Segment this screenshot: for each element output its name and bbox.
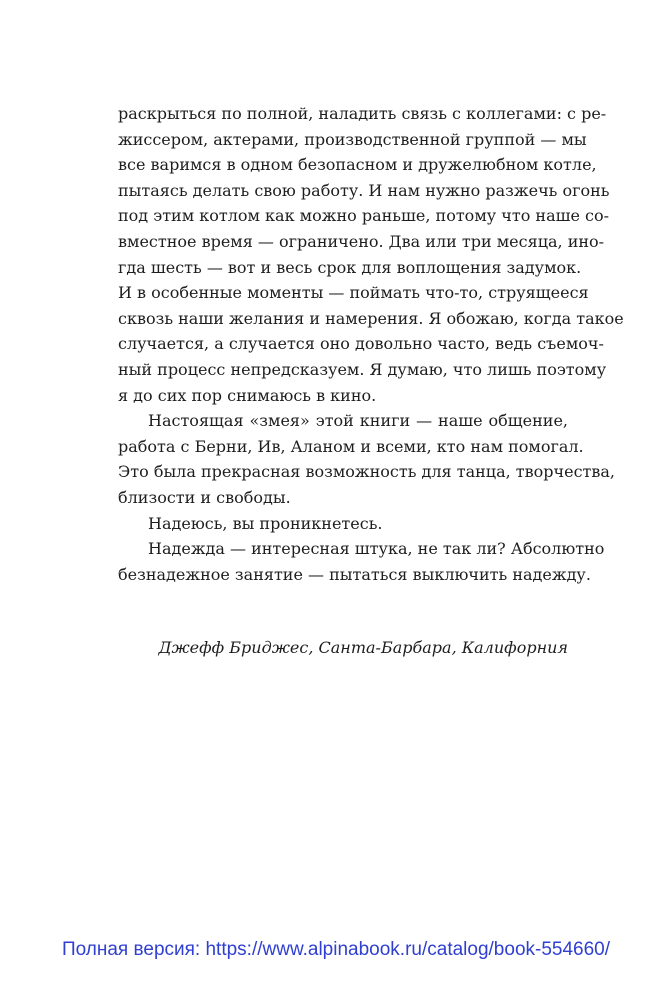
text-line: гда шесть — вот и весь срок для воплощения задумок. (118, 257, 582, 277)
text-line: ный процесс непредсказуем. Я думаю, что лишь поэтому (118, 359, 607, 379)
text-line: все варимся в одном безопасном и дружелюбном котле, (118, 155, 597, 175)
paragraph (118, 536, 605, 587)
text-line: И в особенные моменты — поймать что-то, струящееся (118, 283, 589, 303)
paragraph (118, 101, 624, 408)
page-body (118, 101, 624, 587)
text-line: Надеюсь, вы проникнетесь. (148, 513, 383, 533)
text-line: раскрыться по полной, наладить связь с коллегами: с ре- (118, 104, 607, 123)
text-line: работа с Берни, Ив, Аланом и всеми, кто нам помогал. (118, 436, 584, 456)
text-line: близости и свободы. (118, 487, 291, 507)
text-line: Настоящая «змея» этой книги — наше общение, (148, 411, 568, 431)
text-line: под этим котлом как можно раньше, потому что наше со- (118, 206, 610, 226)
author-signature: Джефф Бриджес, Санта-Барбара, Калифорния (158, 638, 568, 657)
text-line: я до сих пор снимаюсь в кино. (118, 385, 377, 405)
text-line: сквозь наши желания и намерения. Я обожаю, когда такое (118, 308, 624, 328)
paragraph (118, 511, 568, 537)
text-line: жиссером, актерами, производственной группой — мы (118, 129, 587, 149)
text-line: безнадежное занятие — пытаться выключить надежду. (118, 564, 591, 584)
text-line: случается, а случается оно довольно часто, ведь съемоч- (118, 334, 604, 354)
text-line: пытаясь делать свою работу. И нам нужно разжечь огонь (118, 180, 610, 200)
paragraph (118, 408, 616, 510)
text-line: Надежда — интересная штука, не так ли? Абсолютно (148, 539, 605, 559)
text-line: вместное время — ограничено. Два или три месяца, ино- (118, 231, 605, 251)
full-version-link[interactable]: Полная версия: https://www.alpinabook.ru/catalog/book-554660/ (61, 939, 611, 960)
text-line: Это была прекрасная возможность для танца, творчества, (118, 462, 616, 482)
